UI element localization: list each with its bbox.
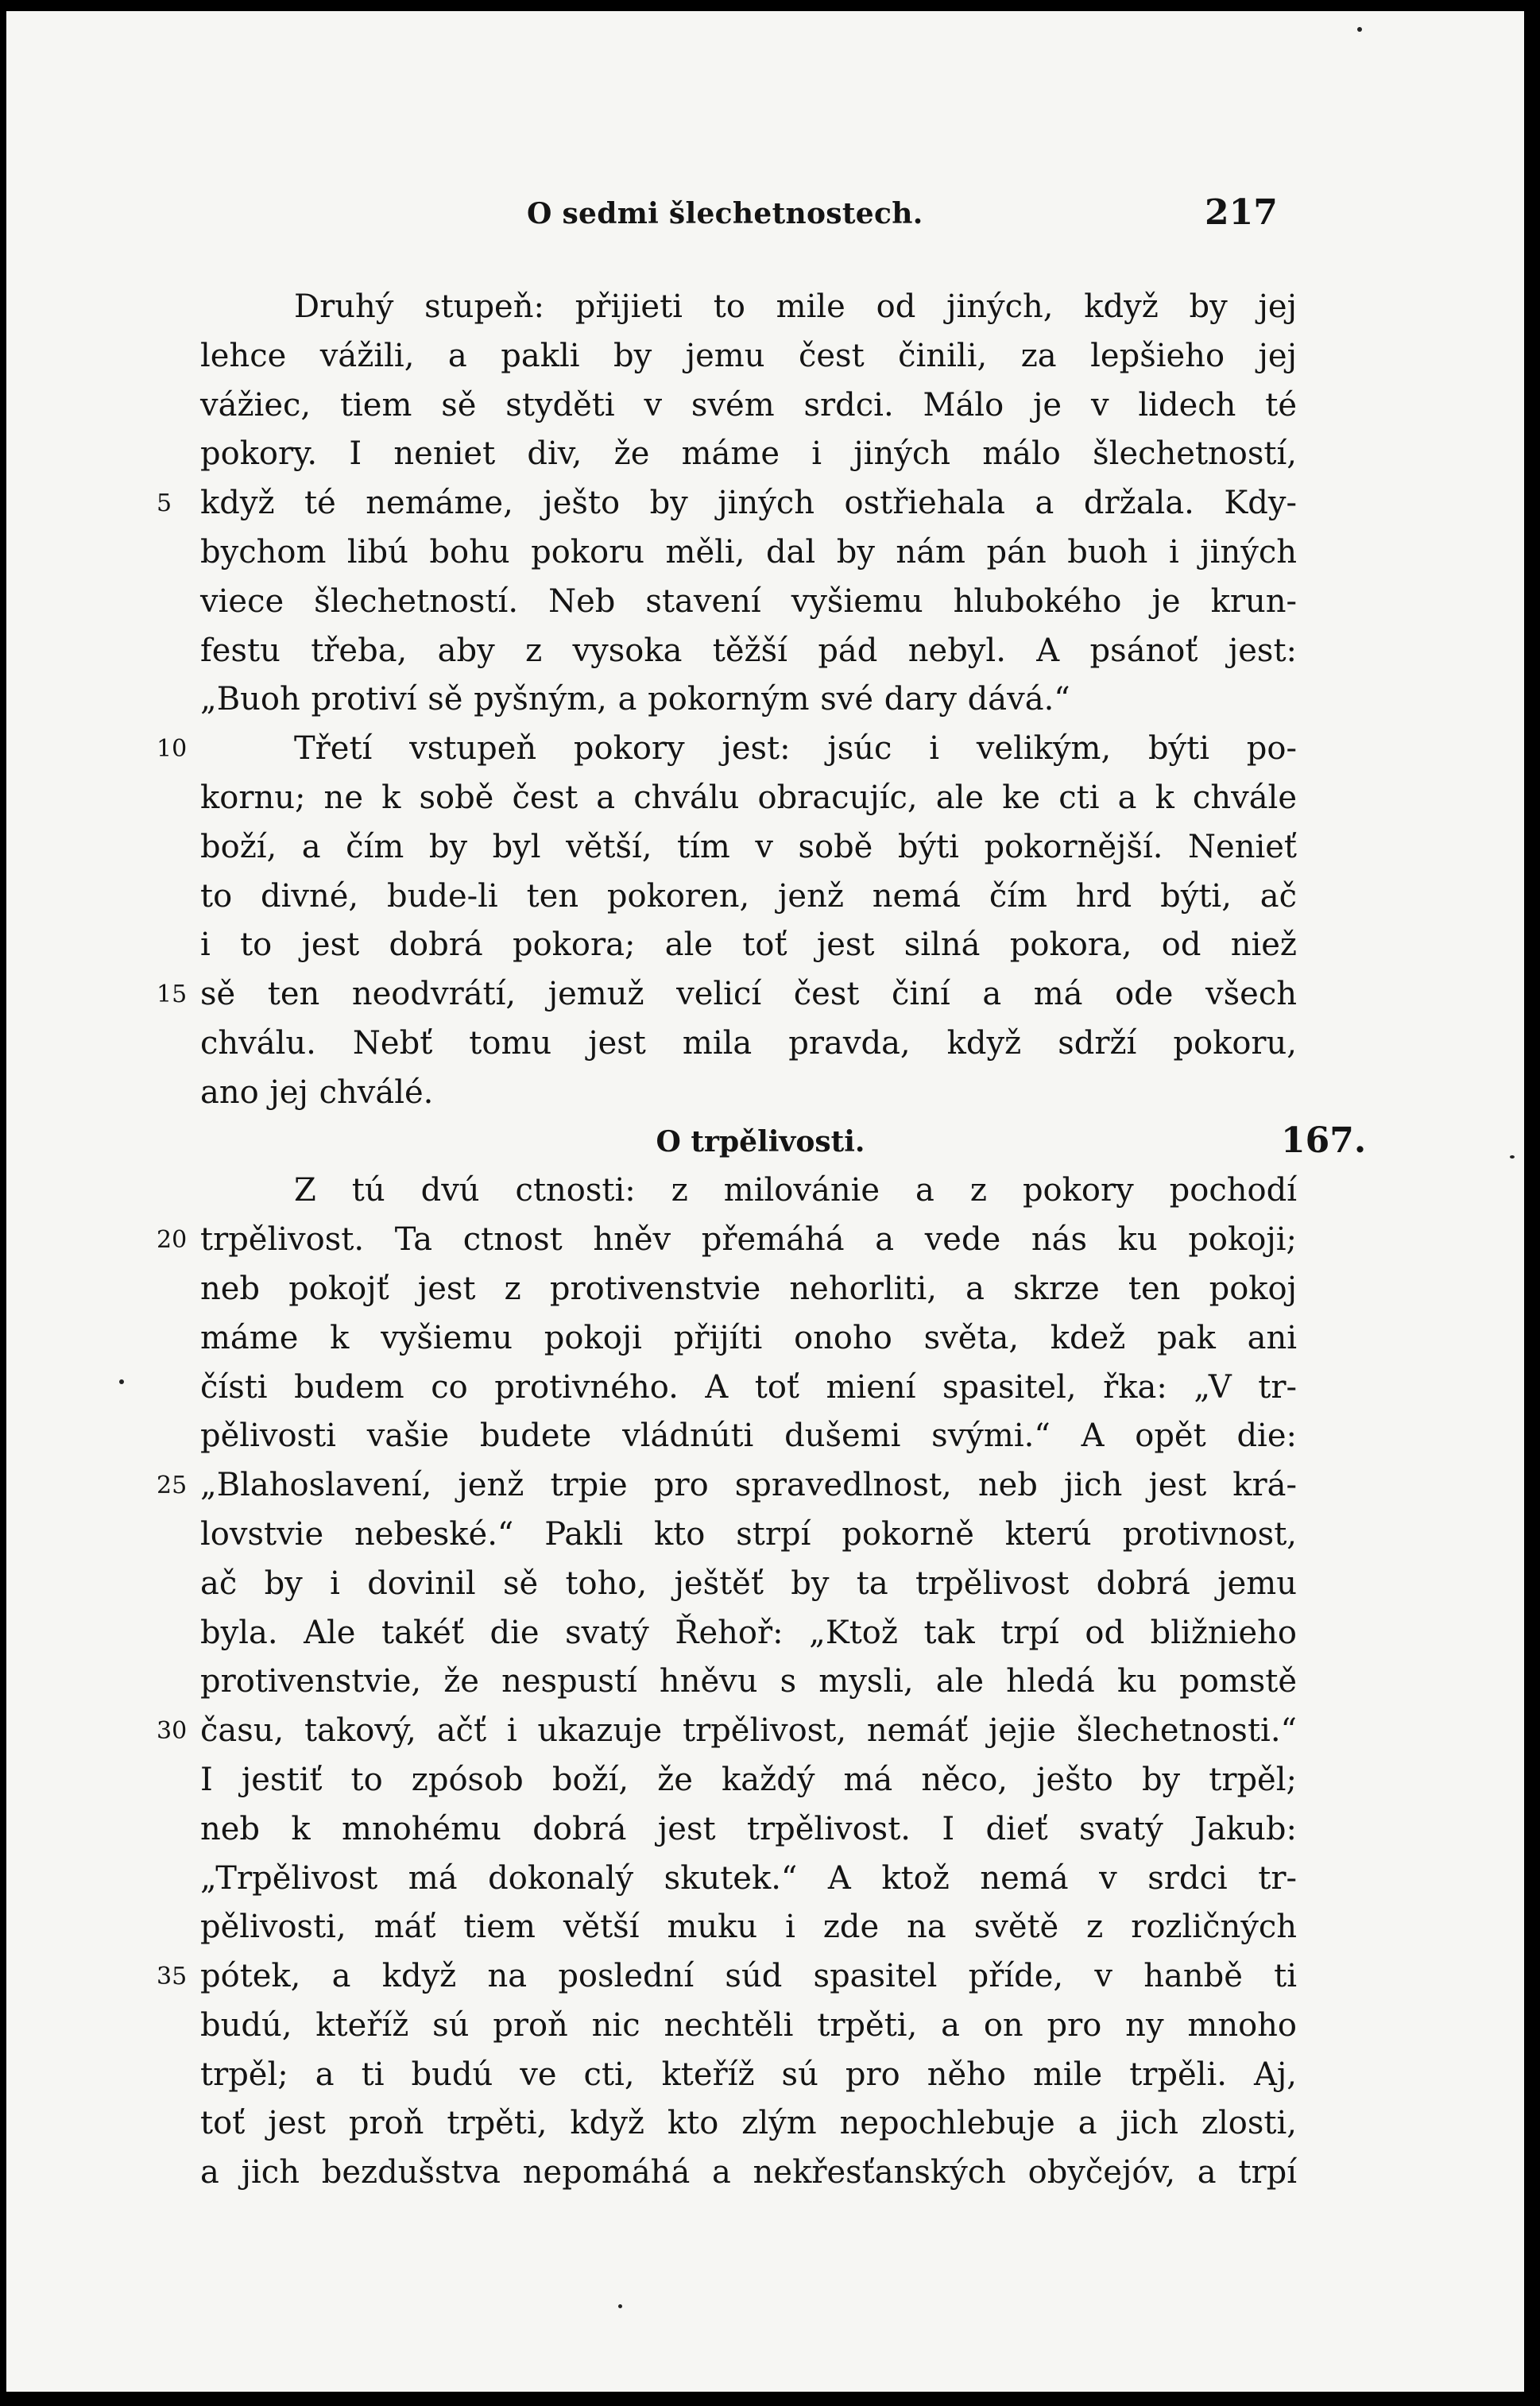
line-text: a jich bezdušstva nepomáhá a nekřesťanských obyčejóv, a trpí <box>200 2154 1297 2191</box>
line-text: času, takový, ačť i ukazuje trpělivost, nemáť jejie šlechetnosti.“ <box>200 1712 1297 1750</box>
book-page <box>6 11 1524 2392</box>
text-line <box>200 823 1297 872</box>
text-line <box>157 1952 1297 2002</box>
text-line <box>200 1658 1297 1707</box>
line-text: kornu; ne k sobě čest a chválu obracujíc, ale ke cti a k chvále <box>200 779 1297 816</box>
line-text: vážiec, tiem sě styděti v svém srdci. Málo je v lidech té <box>200 386 1297 424</box>
text-line <box>200 872 1297 922</box>
line-text: Druhý stupeň: přijieti to mile od jiných, když by jej <box>294 288 1297 325</box>
line-text: trpělivost. Ta ctnost hněv přemáhá a vede nás ku pokoji; <box>200 1221 1297 1259</box>
line-text: viece šlechetností. Neb stavení vyšiemu hlubokého je krun- <box>200 582 1297 620</box>
text-line <box>200 1265 1297 1314</box>
text-line <box>200 1609 1297 1658</box>
page-header <box>6 192 1524 240</box>
text-line <box>200 1166 1297 1216</box>
line-number: 30 <box>157 1717 188 1746</box>
text-line <box>200 1364 1297 1413</box>
line-text: Z tú dvú ctnosti: z milovánie a z pokory pochodí <box>294 1172 1297 1209</box>
print-speck <box>119 1379 124 1384</box>
text-line <box>157 1216 1297 1265</box>
text-line <box>200 1069 1297 1118</box>
line-text: ač by i dovinil sě toho, ještěť by ta trpělivost dobrá jemu <box>200 1565 1297 1602</box>
line-text: sě ten neodvrátí, jemuž velicí čest činí a má ode všech <box>200 976 1297 1013</box>
line-text: to divné, bude-li ten pokoren, jenž nemá čím hrd býti, ač <box>200 877 1297 915</box>
section-heading-text: O trpělivosti. <box>656 1124 865 1159</box>
text-line <box>200 381 1297 431</box>
text-line <box>200 2002 1297 2051</box>
line-text: čísti budem co protivného. A toť miení spasitel, řka: „V tr- <box>200 1368 1297 1406</box>
line-number: 20 <box>157 1226 188 1255</box>
text-line <box>200 1412 1297 1461</box>
text-line <box>157 479 1297 528</box>
text-line <box>200 283 1297 332</box>
text-line <box>200 2149 1297 2198</box>
text-line <box>200 2099 1297 2149</box>
line-text: pělivosti vašie budete vládnúti dušemi svými.“ A opět die: <box>200 1418 1297 1455</box>
text-line <box>200 675 1297 725</box>
text-line <box>200 578 1297 627</box>
text-line <box>200 528 1297 578</box>
line-text: neb pokojť jest z protivenstvie nehorliti, a skrze ten pokoj <box>200 1270 1297 1307</box>
line-number: 15 <box>157 981 188 1009</box>
line-text: protivenstvie, že nespustí hněvu s mysli, ale hledá ku pomstě <box>200 1663 1297 1700</box>
line-text: pótek, a když na poslední súd spasitel příde, v hanbě ti <box>200 1958 1297 1995</box>
text-line <box>200 921 1297 970</box>
line-text: máme k vyšiemu pokoji přijíti onoho světa, kdež pak ani <box>200 1319 1297 1356</box>
line-text: lovstvie nebeské.“ Pakli kto strpí pokorně kterú protivnost, <box>200 1515 1297 1553</box>
text-line <box>157 1707 1297 1756</box>
line-text: chválu. Nebť tomu jest mila pravda, když sdrží pokoru, <box>200 1024 1297 1062</box>
line-text: když té nemáme, ješto by jiných ostřiehala a držala. Kdy- <box>200 485 1297 522</box>
line-text: I jestiť to zpósob boží, že každý má něco, ješto by trpěl; <box>200 1761 1297 1798</box>
text-line <box>200 1903 1297 1952</box>
text-line <box>200 774 1297 823</box>
text-line <box>157 970 1297 1019</box>
text-line <box>200 1511 1297 1560</box>
text-line <box>200 1314 1297 1364</box>
line-text: toť jest proň trpěti, když kto zlým nepochlebuje a jich zlosti, <box>200 2105 1297 2142</box>
line-text: „Blahoslavení, jenž trpie pro spravedlnost, neb jich jest krá- <box>200 1467 1297 1504</box>
line-text: bychom libú bohu pokoru měli, dal by nám pán buoh i jiných <box>200 533 1297 571</box>
section-heading <box>200 1118 1297 1167</box>
line-text: lehce vážili, a pakli by jemu čest činili, za lepšieho jej <box>200 337 1297 374</box>
line-number: 25 <box>157 1472 188 1500</box>
line-text: boží, a čím by byl větší, tím v sobě býti pokornější. Nenieť <box>200 828 1297 865</box>
text-line <box>200 1855 1297 1904</box>
line-text: „Buoh protiví sě pyšným, a pokorným své dary dává.“ <box>200 681 1070 718</box>
text-line <box>200 627 1297 676</box>
line-text: i to jest dobrá pokora; ale toť jest silná pokora, od niež <box>200 926 1297 964</box>
text-line <box>200 430 1297 479</box>
print-speck <box>1357 27 1362 32</box>
page-number: 217 <box>1205 192 1278 233</box>
body-text <box>157 283 1297 2198</box>
text-line <box>200 1019 1297 1069</box>
text-line <box>157 725 1297 774</box>
text-line <box>200 1756 1297 1805</box>
margin-reference-number: 167. <box>1281 1120 1367 1161</box>
line-text: budú, kteříž sú proň nic nechtěli trpěti, a on pro ny mnoho <box>200 2006 1297 2044</box>
line-text: pělivosti, máť tiem větší muku i zde na světě z rozličných <box>200 1909 1297 1946</box>
line-text: „Trpělivost má dokonalý skutek.“ A ktož nemá v srdci tr- <box>200 1859 1297 1897</box>
line-text: pokory. I neniet div, že máme i jiných málo šlechetností, <box>200 435 1297 473</box>
line-text: Třetí vstupeň pokory jest: jsúc i velikým, býti po- <box>294 730 1297 768</box>
line-text: festu třeba, aby z vysoka těžší pád nebyl. A psánoť jest: <box>200 632 1297 669</box>
line-text: ano jej chválé. <box>200 1073 434 1111</box>
line-text: trpěl; a ti budú ve cti, kteříž sú pro něho mile trpěli. Aj, <box>200 2056 1297 2093</box>
line-text: neb k mnohému dobrá jest trpělivost. I dieť svatý Jakub: <box>200 1810 1297 1847</box>
line-number: 35 <box>157 1963 188 1991</box>
line-number: 5 <box>157 489 172 518</box>
text-line <box>157 1461 1297 1511</box>
line-text: byla. Ale takéť die svatý Řehoř: „Ktož tak trpí od bližnieho <box>200 1614 1297 1651</box>
text-line <box>200 2051 1297 2100</box>
print-speck <box>618 2304 622 2308</box>
text-line <box>200 332 1297 381</box>
running-title: O sedmi šlechetnostech. <box>527 197 923 230</box>
line-number: 10 <box>157 735 188 764</box>
print-speck <box>1510 1155 1515 1159</box>
text-line <box>200 1805 1297 1855</box>
text-line <box>200 1560 1297 1609</box>
